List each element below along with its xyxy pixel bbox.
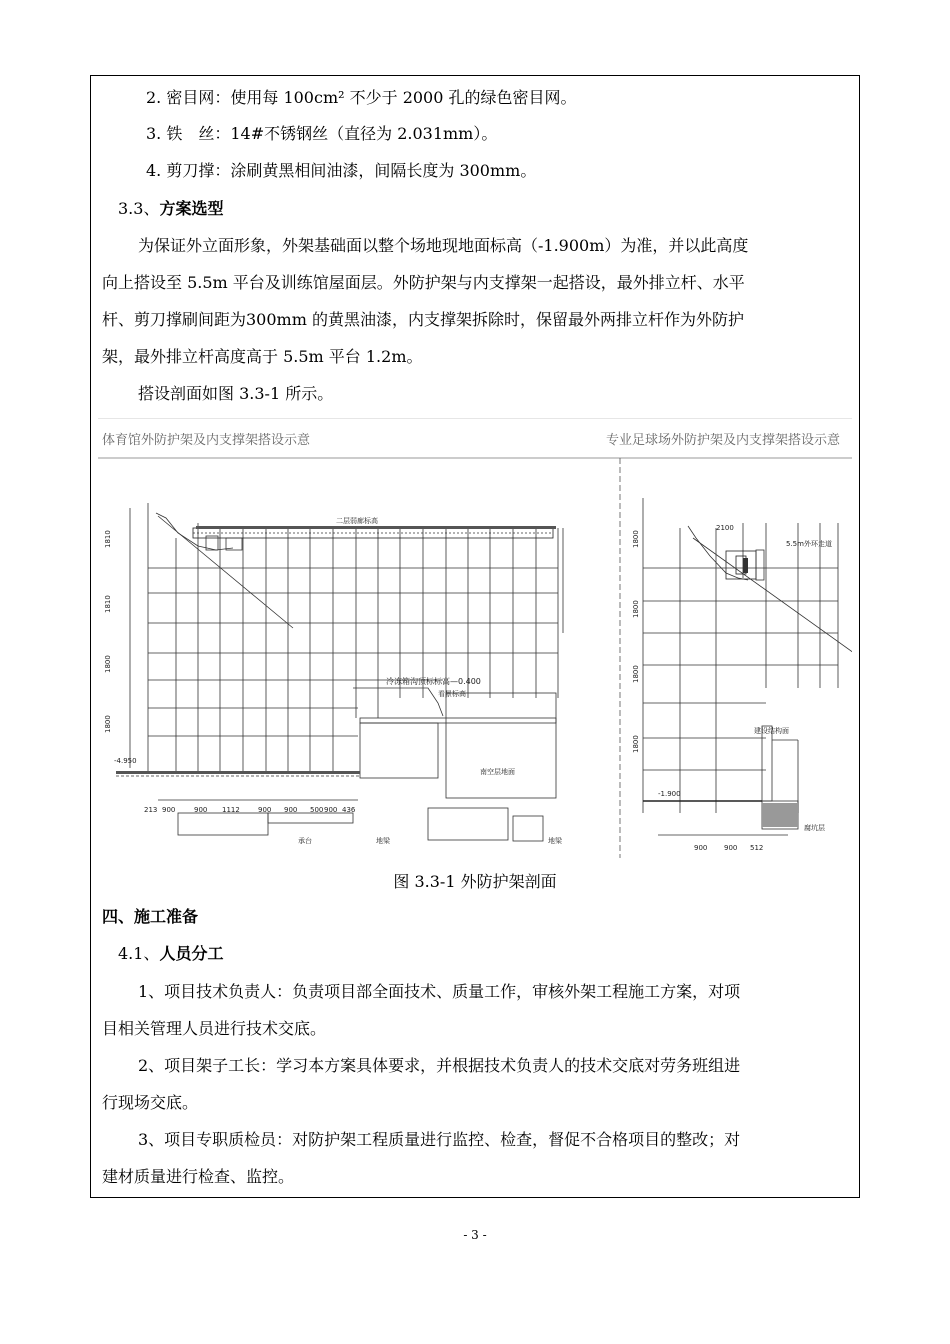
label-left-elev: -4.950: [114, 757, 137, 765]
left-dim-b-9: 436: [342, 806, 356, 814]
label-beam-2: 地梁: [548, 837, 562, 845]
page-number: - 3 -: [463, 1228, 487, 1242]
duty-3-line-2: 建材质量进行检查、监控。: [102, 1167, 295, 1186]
label-stand: 看景标高: [438, 690, 466, 698]
left-dim-b-6: 900: [284, 806, 298, 814]
duty-3-line-1: 3、项目专职质检员：对防护架工程质量进行监控、检查，督促不合格项目的整改；对: [138, 1130, 741, 1149]
left-dim-h-3: 1800: [104, 655, 112, 673]
item-wire: 3. 铁 丝：14#不锈钢丝（直径为 2.031mm）。: [146, 124, 498, 143]
left-figure-title: 体育馆外防护架及内支撑架搭设示意: [102, 433, 311, 448]
figure-reference: 搭设剖面如图 3.3-1 所示。: [138, 384, 334, 403]
right-dim-h-2: 1800: [632, 600, 640, 618]
label-soil: 腐坑层: [804, 824, 825, 832]
para-line-3: 杆、剪刀撑刷间距为300mm 的黄黑油漆，内支撑架拆除时，保留最外两排立杆作为外防护: [102, 310, 744, 329]
label-mid-level: 冷冻箱沟顶标标高—0.400: [386, 677, 481, 686]
right-dim-h-1: 1800: [632, 530, 640, 548]
para-line-1: 为保证外立面形象，外架基础面以整个场地现地面标高（-1.900m）为准，并以此高度: [138, 236, 749, 255]
para-line-2: 向上搭设至 5.5m 平台及训练馆屋面层。外防护架与内支撑架一起搭设，最外排立杆、水平: [102, 273, 745, 292]
label-right-elev: -1.900: [658, 790, 681, 798]
left-dim-b-5: 900: [258, 806, 272, 814]
left-dim-b-1: 213: [144, 806, 158, 814]
label-structure: 建设结构面: [754, 727, 789, 735]
right-dim-b-3: 512: [750, 844, 764, 852]
section-4-heading: 四、施工准备: [102, 907, 199, 926]
label-top-slab: 二层弱廊标高: [336, 517, 378, 525]
left-dim-b-8: 900: [324, 806, 338, 814]
label-platform: 5.5m外环走道: [786, 540, 832, 548]
sub-heading-number: 4.1、: [118, 944, 160, 963]
right-dim-b-1: 900: [694, 844, 708, 852]
sub-heading-text: 人员分工: [159, 944, 224, 963]
left-dim-h-1: 1810: [104, 530, 112, 548]
item-mesh: 2. 密目网：使用每 100cm² 不少于 2000 孔的绿色密目网。: [146, 88, 577, 107]
duty-2-line-2: 行现场交底。: [102, 1093, 199, 1112]
para-line-4: 架，最外排立杆高度高于 5.5m 平台 1.2m。: [102, 347, 423, 366]
item-brace: 4. 剪刀撑：涂刷黄黑相间油漆，间隔长度为 300mm。: [146, 161, 537, 180]
left-dim-h-2: 1810: [104, 595, 112, 613]
right-figure-title: 专业足球场外防护架及内支撑架搭设示意: [606, 433, 841, 448]
right-dim-h-4: 1800: [632, 735, 640, 753]
heading-text: 方案选型: [159, 199, 224, 218]
right-dim-b-2: 900: [724, 844, 738, 852]
duty-2-line-1: 2、项目架子工长：学习本方案具体要求，并根据技术负责人的技术交底对劳务班组进: [138, 1056, 741, 1075]
left-dim-h-4: 1800: [104, 715, 112, 733]
drawing-svg: [98, 418, 852, 858]
label-cap: 承台: [298, 837, 312, 845]
label-beam: 地梁: [376, 837, 390, 845]
heading-number: 3.3、: [118, 199, 160, 218]
label-right-top-dim: 2100: [716, 524, 734, 532]
section-3-3-heading: [118, 199, 223, 219]
left-dim-b-4: 1112: [222, 806, 240, 814]
left-dim-b-7: 500: [310, 806, 324, 814]
scaffold-section-drawing: [98, 418, 852, 858]
figure-caption: 图 3.3-1 外防护架剖面: [393, 872, 557, 891]
left-dim-b-3: 900: [194, 806, 208, 814]
duty-1-line-1: 1、项目技术负责人：负责项目部全面技术、质量工作，审核外架工程施工方案，对项: [138, 982, 741, 1001]
right-dim-h-3: 1800: [632, 665, 640, 683]
section-4-1-heading: [118, 944, 223, 964]
label-basement: 南空层地面: [480, 768, 515, 776]
left-dim-b-2: 900: [162, 806, 176, 814]
duty-1-line-2: 目相关管理人员进行技术交底。: [102, 1019, 327, 1038]
